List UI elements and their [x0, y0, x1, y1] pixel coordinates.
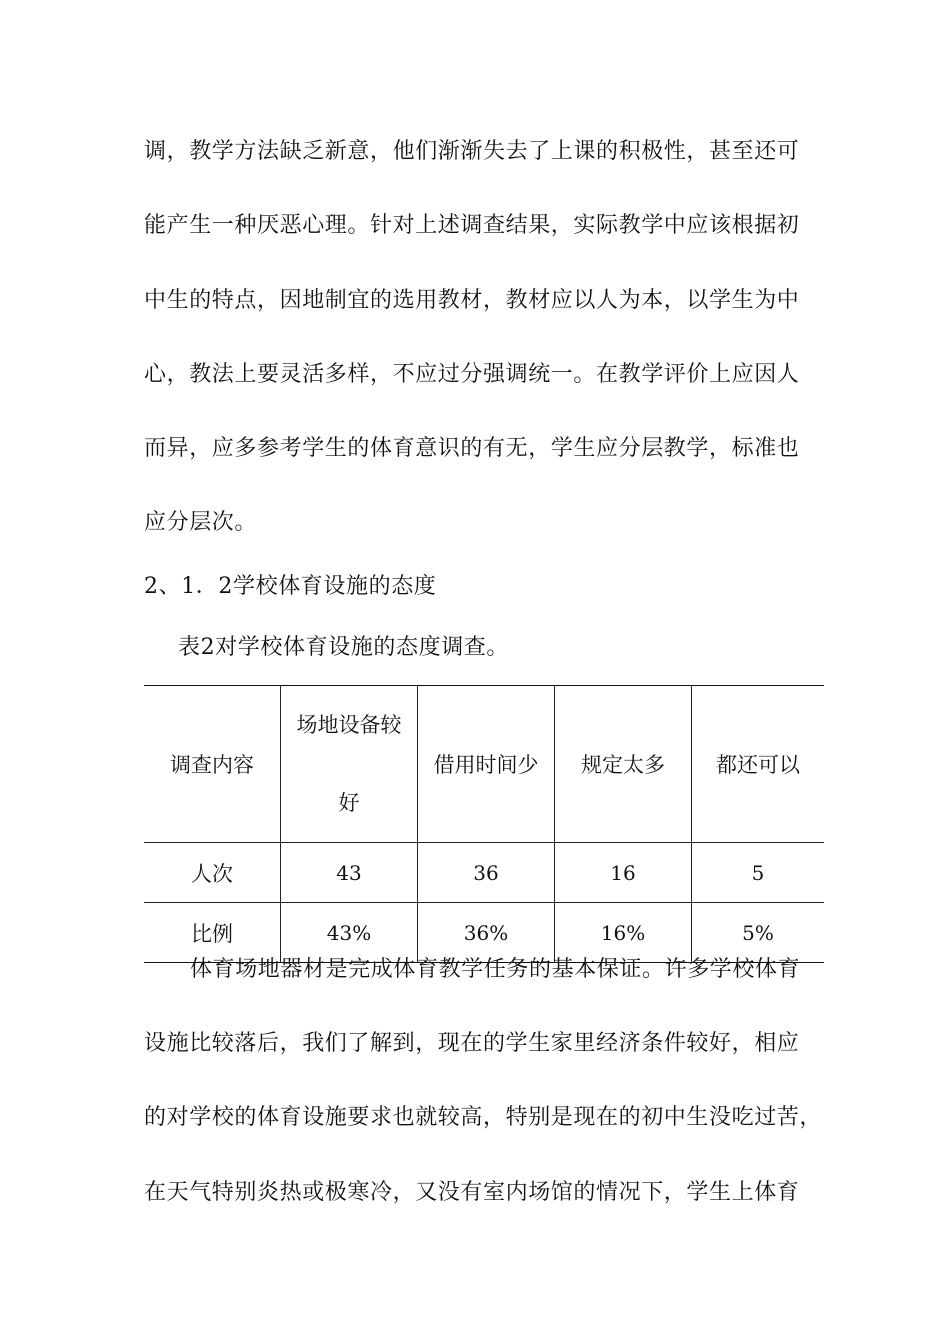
table-header-cell: 借用时间少: [418, 686, 555, 843]
table-header-text: 场地设备较好: [296, 713, 402, 815]
paragraph-1-line: 心，教法上要灵活多样，不应过分强调统一。在教学评价上应因人: [144, 362, 800, 387]
table-cell: 36%: [418, 903, 555, 963]
table-header-cell: 调查内容: [144, 686, 281, 843]
table-header-cell: 都还可以: [692, 686, 825, 843]
table-caption: 表2对学校体育设施的态度调查。: [178, 635, 509, 660]
paragraph-2-line: 体育场地器材是完成体育教学任务的基本保证。许多学校体育: [190, 957, 801, 982]
paragraph-1-line: 应分层次。: [144, 510, 258, 535]
survey-table: [144, 685, 824, 963]
table-header-cell: 规定太多: [555, 686, 692, 843]
paragraph-1-line: 调，教学方法缺乏新意，他们渐渐失去了上课的积极性，甚至还可: [144, 139, 800, 164]
table-cell: 16%: [555, 903, 692, 963]
paragraph-2-line: 在天气特别炎热或极寒冷，又没有室内场馆的情况下，学生上体育: [144, 1180, 800, 1205]
table-row-label: 比例: [144, 903, 281, 963]
table-row-label: 人次: [144, 843, 281, 903]
table-cell: 5%: [692, 903, 825, 963]
table-cell: 43%: [281, 903, 418, 963]
table-header-row: [144, 686, 824, 843]
paragraph-2-line: 设施比较落后，我们了解到，现在的学生家里经济条件较好，相应: [144, 1031, 800, 1056]
table-cell: 16: [555, 843, 692, 903]
table-cell: 36: [418, 843, 555, 903]
section-heading: 2、1．2学校体育设施的态度: [144, 574, 437, 599]
paragraph-2-line: 的对学校的体育设施要求也就较高，特别是现在的初中生没吃过苦，: [144, 1105, 823, 1130]
table-row: [144, 903, 824, 963]
paragraph-1-line: 能产生一种厌恶心理。针对上述调查结果，实际教学中应该根据初: [144, 213, 800, 238]
table-cell: 43: [281, 843, 418, 903]
table-cell: 5: [692, 843, 825, 903]
paragraph-1-line: 而异，应多参考学生的体育意识的有无，学生应分层教学，标准也: [144, 436, 800, 461]
paragraph-1-line: 中生的特点，因地制宜的选用教材，教材应以人为本，以学生为中: [144, 288, 800, 313]
table-row: [144, 843, 824, 903]
table-header-cell: [281, 686, 418, 843]
